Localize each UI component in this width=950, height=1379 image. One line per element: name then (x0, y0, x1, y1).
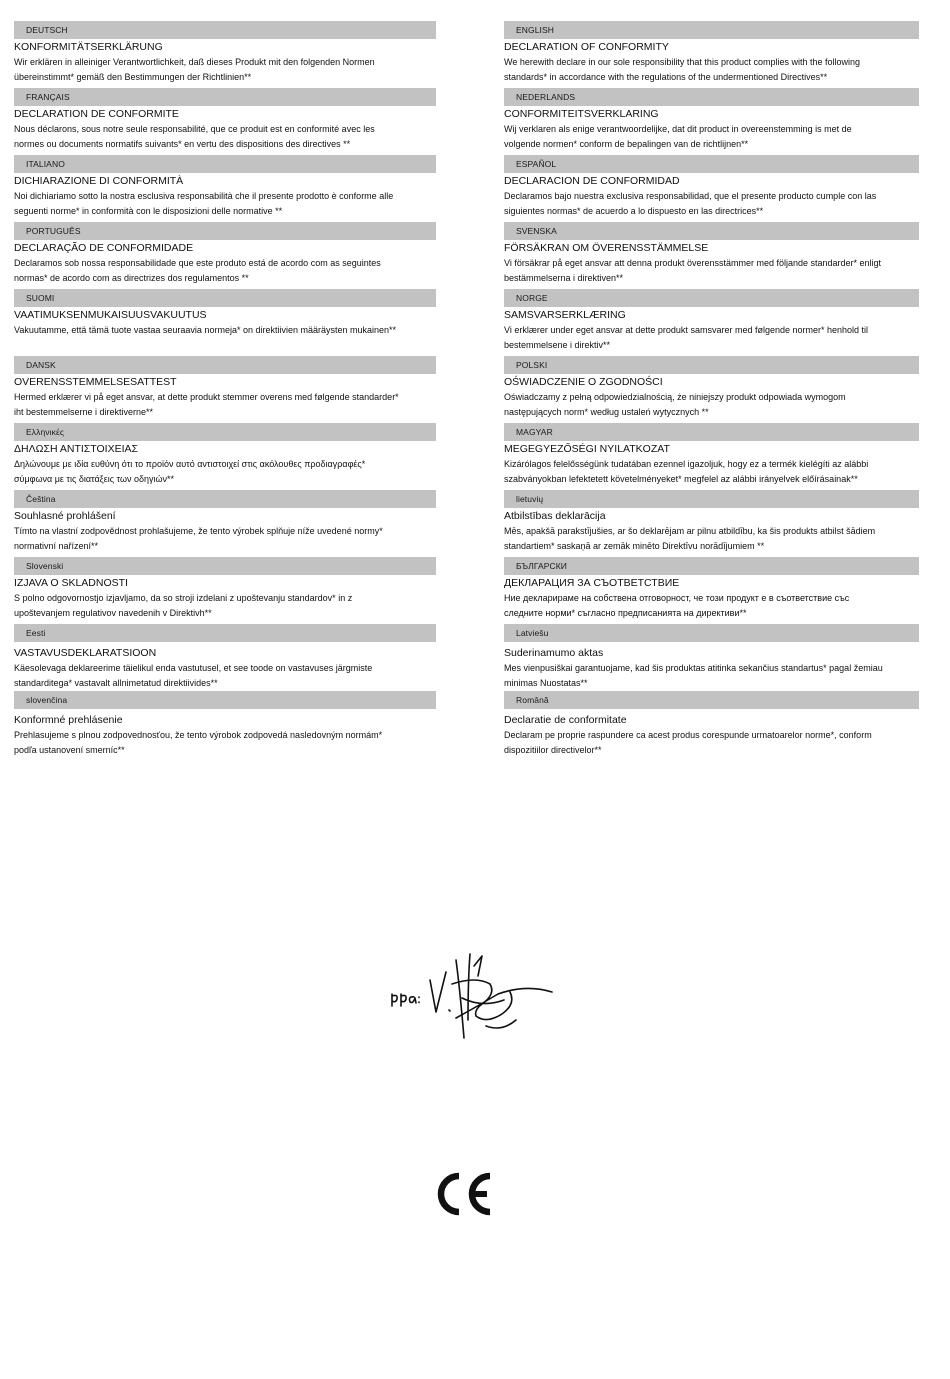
declaration-title: OVERENSSTEMMELSESATTEST (14, 376, 177, 388)
declaration-title: ΔΗΛΩΣΗ ΑΝΤΙΣΤΟΙΧΕΙΑΣ (14, 443, 139, 455)
language-label: slovenčina (14, 691, 436, 709)
declaration-section (504, 557, 919, 624)
language-label: Eesti (14, 624, 436, 642)
declaration-text: Δηλώνουμε με ιδία ευθύνη ότι το προϊόν αυτό αντιστοιχεί στις ακόλουθες προδιαγραφές* σύμφωνα με τις διατάξεις των οδηγιών** (14, 459, 366, 484)
language-label: lietuvių (504, 490, 919, 508)
declaration-section (14, 222, 436, 289)
language-label: DANSK (14, 356, 436, 374)
language-label: DEUTSCH (14, 21, 436, 39)
declaration-text: Declaramos sob nossa responsabilidade que este produto está de acordo com as seguintes normas* de acordo com as directrizes dos regulamentos ** (14, 258, 381, 283)
declaration-title: IZJAVA O SKLADNOSTI (14, 577, 128, 589)
language-label: Latviešu (504, 624, 919, 642)
declaration-section (504, 88, 919, 155)
declaration-text: Wij verklaren als enige verantwoordelijke, dat dit product in overeenstemming is met de volgende normen* conform de bepalingen van de richtlijnen** (504, 124, 852, 149)
language-label: ESPAÑOL (504, 155, 919, 173)
declaration-section (504, 356, 919, 423)
declaration-text: Noi dichiariamo sotto la nostra esclusiva responsabilità che il presente prodotto è conforme alle seguenti norme* in conformità con le disposizioni delle normative ** (14, 191, 394, 216)
language-label: Čeština (14, 490, 436, 508)
declaration-section (504, 624, 919, 691)
declaration-text: Declaramos bajo nuestra exclusiva responsabilidad, que el presente producto cumple con las siguientes normas* de acuerdo a lo dispuesto en las directrices** (504, 191, 877, 216)
declaration-section (14, 21, 436, 88)
declaration-text: We herewith declare in our sole responsibility that this product complies with the following standards* in accordance with the regulations of the undermentioned Directives** (504, 57, 861, 82)
declaration-text: Vakuutamme, että tämä tuote vastaa seuraavia normeja* on direktiivien määräysten mukainen** (14, 325, 397, 335)
declaration-text: Declaram pe proprie raspundere ca acest produs corespunde urmatoarelor norme*, conform dispozitiilor directivelor** (504, 730, 872, 755)
declaration-section (14, 289, 436, 356)
declaration-title: DICHIARAZIONE DI CONFORMITÀ (14, 175, 184, 187)
declaration-title: CONFORMITEITSVERKLARING (504, 108, 659, 120)
declaration-text: Kizárólagos felelősségünk tudatában ezennel igazoljuk, hogy ez a termék kielégíti az alábbi szabványokban lefektetett követelményeket* megfelel az alábbi irányelvek előírásainak** (504, 459, 869, 484)
language-label: NEDERLANDS (504, 88, 919, 106)
left-column (14, 21, 436, 758)
declaration-title: OŚWIADCZENIE O ZGODNOŚCI (504, 376, 663, 388)
declaration-text: Nous déclarons, sous notre seule responsabilité, que ce produit est en conformité avec les normes ou documents normatifs suivants* en vertu des dispositions des directives ** (14, 124, 375, 149)
language-label: ENGLISH (504, 21, 919, 39)
declaration-section (14, 490, 436, 557)
declaration-text: Käesolevaga deklareerime täielikul enda vastutusel, et see toode on vastavuses järgmiste standarditega* vastavalt allnimetatud direktiivides** (14, 663, 373, 688)
declaration-text: Vi försäkrar på eget ansvar att denna produkt överensstämmer med följande standarder* enligt bestämmelserna i direktiven** (504, 258, 882, 283)
right-column (504, 21, 919, 758)
declaration-text: S polno odgovornostjo izjavljamo, da so stroji izdelani z upoštevanju standardov* in z upoštevanjem regulativov navedenih v Direktivh** (14, 593, 353, 618)
declaration-text: Wir erklären in alleiniger Verantwortlichkeit, daß dieses Produkt mit den folgenden Normen übereinstimmt* gemäß den Bestimmungen der Richtlinien** (14, 57, 375, 82)
language-label: ITALIANO (14, 155, 436, 173)
declaration-section (14, 155, 436, 222)
declaration-section (14, 88, 436, 155)
language-label: Română (504, 691, 919, 709)
declaration-title: Konformné prehlásenie (14, 714, 123, 726)
language-label: БЪЛГАРСКИ (504, 557, 919, 575)
declaration-section (14, 423, 436, 490)
language-label: SVENSKA (504, 222, 919, 240)
declaration-title: KONFORMITÄTSERKLÄRUNG (14, 41, 163, 53)
language-label: POLSKI (504, 356, 919, 374)
declaration-section (504, 222, 919, 289)
declaration-title: MEGEGYEZŐSÉGI NYILATKOZAT (504, 443, 670, 455)
declaration-section (504, 490, 919, 557)
declaration-text: Hermed erklærer vi på eget ansvar, at dette produkt stemmer overens med følgende standarder* iht bestemmelserne i direktiverne** (14, 392, 399, 417)
declaration-section (504, 155, 919, 222)
declaration-title: Souhlasné prohlášení (14, 510, 116, 522)
language-label: Ελληνικές (14, 423, 436, 441)
declaration-title: DECLARATION OF CONFORMITY (504, 41, 669, 53)
declaration-text: Mes vienpusiškai garantuojame, kad šis produktas atitinka sekančius standartus* pagal žemiau minimas Nuostatas** (504, 663, 883, 688)
declaration-title: DECLARATION DE CONFORMITE (14, 108, 179, 120)
declaration-section (14, 624, 436, 691)
declaration-section (14, 557, 436, 624)
language-label: PORTUGUÊS (14, 222, 436, 240)
declaration-title: DECLARAÇÃO DE CONFORMIDADE (14, 242, 194, 254)
declaration-title: Declaratie de conformitate (504, 714, 627, 726)
declaration-section (504, 423, 919, 490)
declaration-text: Vi erklærer under eget ansvar at dette produkt samsvarer med følgende normer* henhold til bestemmelsene i direktiv** (504, 325, 869, 350)
declaration-text: Prehlasujeme s plnou zodpovednosťou, že tento výrobok zodpovedá nasledovným normám* podľa ustanovení smerníc** (14, 730, 383, 755)
declaration-section (504, 289, 919, 356)
language-label: NORGE (504, 289, 919, 307)
declaration-section (14, 356, 436, 423)
language-label: FRANÇAIS (14, 88, 436, 106)
declaration-text: Tímto na vlastní zodpovědnost prohlašujeme, že tento výrobek splňuje níže uvedené normy* normativní nařízení** (14, 526, 383, 551)
declaration-section (504, 21, 919, 88)
language-label: MAGYAR (504, 423, 919, 441)
signature (386, 950, 558, 1046)
declaration-title: Suderinamumo aktas (504, 647, 604, 659)
language-label: Slovenski (14, 557, 436, 575)
declaration-title: SAMSVARSERKLÆRING (504, 309, 626, 321)
declaration-section (14, 691, 436, 758)
declaration-title: VAATIMUKSENMUKAISUUSVAKUUTUS (14, 309, 207, 321)
declaration-title: FÖRSÄKRAN OM ÖVERENSSTÄMMELSE (504, 242, 709, 254)
declaration-section (504, 691, 919, 758)
declaration-title: VASTAVUSDEKLARATSIOON (14, 647, 157, 659)
declaration-title: Atbilstības deklarācija (504, 510, 606, 522)
declaration-text: Ние декларираме на собствена отговорност, че този продукт е в съответствие със следните норми* съгласно предписанията на директиви** (504, 593, 850, 618)
declaration-title: ДЕКЛАРАЦИЯ ЗА СЪОТВЕТСТВИЕ (504, 577, 680, 589)
declaration-text: Mēs, apakšā parakstījušies, ar šo deklarējam ar pilnu atbildību, ka šis produkts atbilst šādiem standartiem* saskaņā ar zemāk minēto Direktīvu norādījumiem ** (504, 526, 876, 551)
ce-mark-logo (437, 1172, 495, 1216)
language-label: SUOMI (14, 289, 436, 307)
declaration-text: Oświadczamy z pełną odpowiedzialnością, że niniejszy produkt odpowiada wymogom następujących norm* według ustaleń wytycznych ** (504, 392, 846, 417)
declaration-title: DECLARACION DE CONFORMIDAD (504, 175, 680, 187)
